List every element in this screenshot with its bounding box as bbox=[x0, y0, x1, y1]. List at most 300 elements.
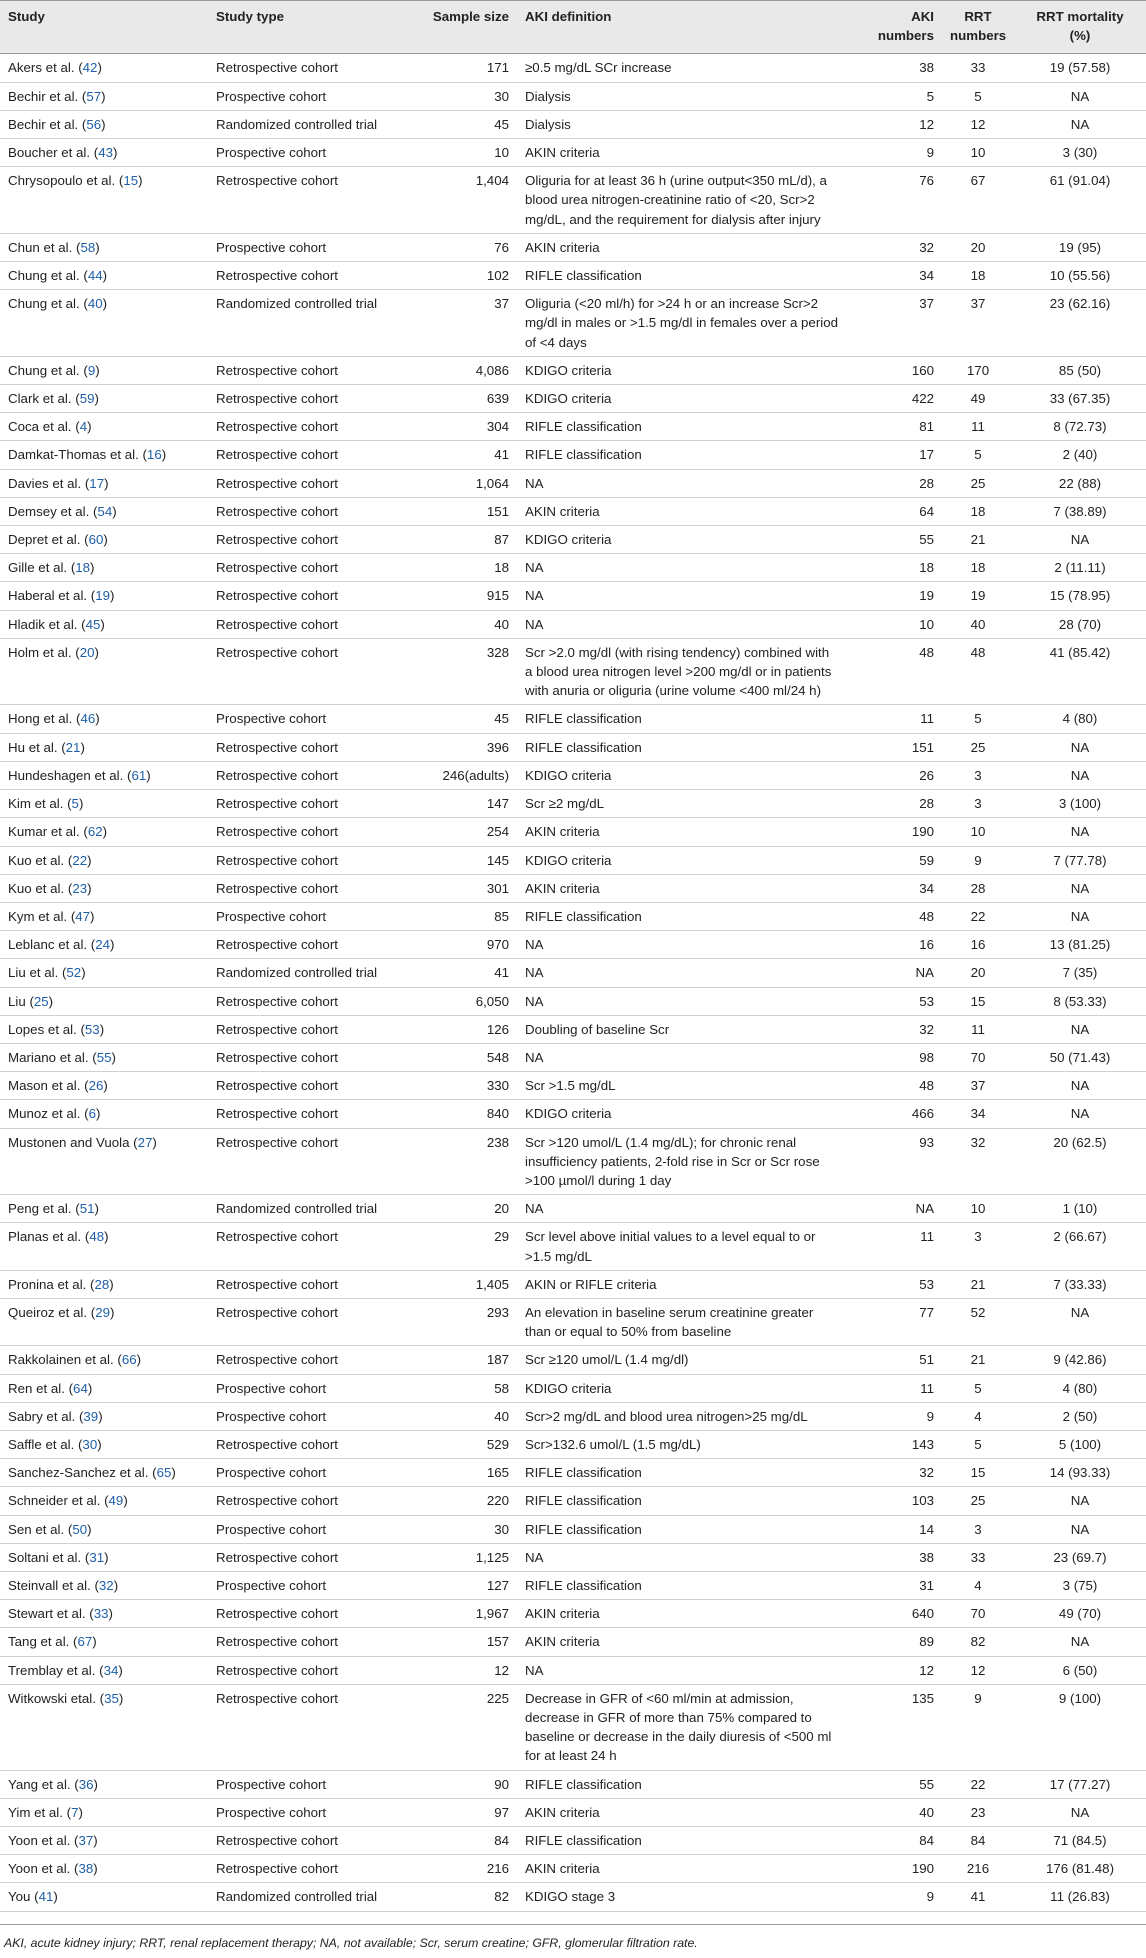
ref-close-paren: ) bbox=[102, 824, 108, 840]
study-name: Yang et al. bbox=[8, 1776, 71, 1792]
aki-numbers-cell: 76 bbox=[919, 173, 934, 189]
aki-definition-cell: RIFLE classification bbox=[525, 1776, 642, 1792]
ref-open-paren: ( bbox=[30, 1889, 39, 1905]
aki-definition-cell: RIFLE classification bbox=[525, 1521, 642, 1537]
ref-open-paren: ( bbox=[86, 1276, 95, 1292]
ref-close-paren: ) bbox=[87, 852, 92, 868]
study-type-cell: Retrospective cohort bbox=[216, 1049, 338, 1065]
reference-link[interactable]: 37 bbox=[78, 1833, 94, 1849]
ref-close-paren: ) bbox=[123, 1493, 128, 1509]
rrt-mortality-cell: 13 (81.25) bbox=[1049, 937, 1111, 953]
sample-size-cell: 396 bbox=[486, 739, 509, 755]
reference-link[interactable]: 9 bbox=[87, 362, 96, 378]
reference-link[interactable]: 41 bbox=[38, 1889, 54, 1905]
aki-numbers-cell: 16 bbox=[919, 937, 934, 953]
ref-close-paren: ) bbox=[87, 880, 92, 896]
rrt-mortality-cell: 49 (70) bbox=[1058, 1606, 1102, 1622]
reference-link[interactable]: 55 bbox=[96, 1049, 112, 1065]
ref-open-paren: ( bbox=[70, 1833, 79, 1849]
aki-numbers-cell: 11 bbox=[920, 711, 934, 727]
rrt-mortality-cell: 9 (100) bbox=[1058, 1690, 1102, 1706]
header-aki-definition: AKI definition bbox=[517, 1, 846, 54]
ref-close-paren: ) bbox=[90, 560, 95, 576]
study-cell bbox=[0, 290, 208, 357]
ref-open-paren: ( bbox=[88, 1049, 97, 1065]
study-cell bbox=[0, 1015, 208, 1043]
aki-definition-cell: NA bbox=[525, 588, 544, 604]
ref-close-paren: ) bbox=[101, 88, 106, 104]
study-name: Liu bbox=[8, 993, 26, 1009]
ref-close-paren: ) bbox=[53, 1889, 58, 1905]
ref-open-paren: ( bbox=[64, 880, 73, 896]
sample-size-cell: 90 bbox=[494, 1776, 509, 1792]
table-row bbox=[0, 931, 1146, 959]
rrt-numbers-cell: 3 bbox=[974, 1229, 982, 1245]
reference-link[interactable]: 64 bbox=[73, 1380, 88, 1396]
ref-close-paren: ) bbox=[102, 268, 108, 284]
rrt-mortality-cell: 33 (67.35) bbox=[1049, 391, 1111, 407]
reference-link[interactable]: 4 bbox=[79, 419, 88, 435]
study-cell bbox=[0, 233, 208, 261]
reference-link[interactable]: 21 bbox=[65, 739, 81, 755]
aki-numbers-cell: 12 bbox=[919, 1662, 934, 1678]
rrt-numbers-cell: 25 bbox=[970, 1493, 986, 1509]
study-cell bbox=[0, 1223, 208, 1270]
study-type-cell: Retrospective cohort bbox=[216, 362, 338, 378]
ref-close-paren: ) bbox=[102, 296, 108, 312]
study-name: Haberal et al. bbox=[8, 588, 88, 604]
reference-link[interactable]: 35 bbox=[104, 1690, 119, 1706]
rrt-mortality-cell: 3 (75) bbox=[1062, 1577, 1098, 1593]
sample-size-cell: 41 bbox=[494, 965, 509, 981]
table-row bbox=[0, 441, 1146, 469]
reference-link[interactable]: 40 bbox=[87, 296, 103, 312]
table-row bbox=[0, 497, 1146, 525]
reference-link[interactable]: 6 bbox=[88, 1106, 96, 1122]
ref-open-paren: ( bbox=[113, 1352, 122, 1368]
rrt-numbers-cell: 9 bbox=[974, 1690, 982, 1706]
rrt-mortality-cell: NA bbox=[1070, 532, 1090, 548]
rrt-mortality-cell: 4 (80) bbox=[1062, 1380, 1098, 1396]
rrt-mortality-cell: NA bbox=[1070, 1493, 1090, 1509]
rrt-mortality-cell: 7 (35) bbox=[1062, 965, 1098, 981]
rrt-numbers-cell: 22 bbox=[970, 1776, 986, 1792]
ref-open-paren: ( bbox=[87, 937, 96, 953]
reference-link[interactable]: 51 bbox=[79, 1201, 95, 1217]
aki-definition-cell: KDIGO criteria bbox=[525, 362, 612, 378]
reference-link[interactable]: 33 bbox=[93, 1606, 109, 1622]
reference-link[interactable]: 59 bbox=[79, 391, 95, 407]
study-cell bbox=[0, 262, 208, 290]
reference-link[interactable]: 65 bbox=[156, 1465, 172, 1481]
reference-link[interactable]: 47 bbox=[75, 908, 91, 924]
ref-close-paren: ) bbox=[100, 616, 105, 632]
table-body bbox=[0, 54, 1146, 1911]
table-row bbox=[0, 761, 1146, 789]
table-row bbox=[0, 1043, 1146, 1071]
rrt-mortality-cell: 10 (55.56) bbox=[1049, 268, 1111, 284]
aki-numbers-cell: 77 bbox=[919, 1304, 934, 1320]
rrt-mortality-cell: NA bbox=[1070, 88, 1090, 104]
sample-size-cell: 37 bbox=[494, 296, 509, 312]
study-name: Mustonen and Vuola bbox=[8, 1134, 130, 1150]
sample-size-cell: 165 bbox=[486, 1465, 509, 1481]
reference-link[interactable]: 56 bbox=[86, 116, 102, 132]
reference-link[interactable]: 44 bbox=[87, 268, 103, 284]
reference-link[interactable]: 53 bbox=[84, 1021, 100, 1037]
study-name: Hu et al. bbox=[8, 739, 58, 755]
ref-close-paren: ) bbox=[103, 1078, 108, 1094]
reference-link[interactable]: 48 bbox=[89, 1229, 105, 1245]
study-cell bbox=[0, 1628, 208, 1656]
ref-open-paren: ( bbox=[72, 239, 81, 255]
aki-definition-cell: RIFLE classification bbox=[525, 419, 642, 435]
ref-open-paren: ( bbox=[79, 268, 88, 284]
aki-definition-cell: Scr ≥120 umol/L (1.4 mg/dl) bbox=[525, 1352, 689, 1368]
ref-open-paren: ( bbox=[74, 1436, 83, 1452]
rrt-mortality-cell: NA bbox=[1070, 767, 1090, 783]
aki-numbers-cell: 48 bbox=[919, 1078, 934, 1094]
ref-open-paren: ( bbox=[89, 503, 98, 519]
aki-numbers-cell: 34 bbox=[919, 268, 934, 284]
rrt-mortality-cell: 9 (42.86) bbox=[1053, 1352, 1107, 1368]
rrt-numbers-cell: 5 bbox=[974, 1380, 982, 1396]
study-name: Clark et al. bbox=[8, 391, 72, 407]
ref-close-paren: ) bbox=[81, 965, 86, 981]
aki-definition-cell: AKIN criteria bbox=[525, 503, 600, 519]
rrt-mortality-cell: NA bbox=[1070, 116, 1090, 132]
aki-definition-cell: Scr >120 umol/L (1.4 mg/dL); for chronic renal insufficiency patients, 2-fold rise in Scr or Scr rose >100 µmol/l during 1 day bbox=[525, 1134, 820, 1188]
reference-link[interactable]: 31 bbox=[89, 1549, 105, 1565]
study-type-cell: Retrospective cohort bbox=[216, 796, 338, 812]
aki-definition-cell: AKIN criteria bbox=[525, 1634, 600, 1650]
aki-numbers-cell: 93 bbox=[919, 1134, 934, 1150]
ref-close-paren: ) bbox=[104, 475, 109, 491]
rrt-numbers-cell: 20 bbox=[970, 965, 986, 981]
reference-link[interactable]: 43 bbox=[98, 145, 113, 161]
ref-close-paren: ) bbox=[138, 173, 143, 189]
aki-numbers-cell: 190 bbox=[911, 824, 934, 840]
table-row bbox=[0, 818, 1146, 846]
study-name: Tang et al. bbox=[8, 1634, 70, 1650]
sample-size-cell: 102 bbox=[486, 268, 509, 284]
study-name: Bechir et al. bbox=[8, 88, 79, 104]
reference-link[interactable]: 49 bbox=[108, 1493, 124, 1509]
aki-definition-cell: RIFLE classification bbox=[525, 447, 642, 463]
ref-close-paren: ) bbox=[118, 1690, 124, 1706]
study-type-cell: Retrospective cohort bbox=[216, 419, 338, 435]
rrt-mortality-cell: NA bbox=[1070, 908, 1090, 924]
aki-definition-cell: ≥0.5 mg/dL SCr increase bbox=[525, 60, 672, 76]
ref-open-paren: ( bbox=[25, 993, 34, 1009]
rrt-numbers-cell: 49 bbox=[970, 391, 986, 407]
aki-numbers-cell: 48 bbox=[919, 908, 934, 924]
aki-definition-cell: AKIN criteria bbox=[525, 824, 600, 840]
aki-numbers-cell: 9 bbox=[926, 145, 934, 161]
rrt-numbers-cell: 10 bbox=[970, 1201, 986, 1217]
ref-close-paren: ) bbox=[94, 644, 99, 660]
rrt-numbers-cell: 3 bbox=[974, 1521, 982, 1537]
study-type-cell: Retrospective cohort bbox=[216, 60, 338, 76]
header-aki-numbers bbox=[846, 1, 942, 54]
sample-size-cell: 6,050 bbox=[475, 993, 509, 1009]
aki-definition-cell: NA bbox=[525, 937, 544, 953]
aki-definition-cell: An elevation in baseline serum creatinine greater than or equal to 50% from baseline bbox=[525, 1304, 814, 1340]
study-type-cell: Retrospective cohort bbox=[216, 767, 338, 783]
table-row bbox=[0, 1100, 1146, 1128]
study-cell bbox=[0, 554, 208, 582]
sample-size-cell: 301 bbox=[486, 880, 509, 896]
aki-definition-cell: Scr level above initial values to a level equal to or >1.5 mg/dL bbox=[525, 1229, 816, 1264]
rrt-mortality-cell: 3 (100) bbox=[1058, 796, 1102, 812]
study-type-cell: Prospective cohort bbox=[216, 1465, 327, 1481]
ref-close-paren: ) bbox=[95, 1106, 101, 1122]
reference-link[interactable]: 36 bbox=[78, 1776, 94, 1792]
study-cell bbox=[0, 1684, 208, 1770]
reference-link[interactable]: 66 bbox=[121, 1352, 137, 1368]
table-row bbox=[0, 110, 1146, 138]
study-name: Saffle et al. bbox=[8, 1436, 75, 1452]
rrt-mortality-cell: NA bbox=[1070, 739, 1090, 755]
reference-link[interactable]: 17 bbox=[89, 475, 105, 491]
ref-open-paren: ( bbox=[57, 739, 66, 755]
rrt-mortality-cell: 3 (30) bbox=[1062, 145, 1098, 161]
ref-open-paren: ( bbox=[79, 296, 88, 312]
study-cell bbox=[0, 931, 208, 959]
ref-open-paren: ( bbox=[62, 1804, 72, 1820]
rrt-mortality-cell: 7 (77.78) bbox=[1053, 852, 1107, 868]
ref-close-paren: ) bbox=[87, 419, 92, 435]
study-cell bbox=[0, 1656, 208, 1684]
study-type-cell: Retrospective cohort bbox=[216, 268, 338, 284]
reference-link[interactable]: 24 bbox=[95, 937, 111, 953]
reference-link[interactable]: 30 bbox=[82, 1436, 98, 1452]
ref-close-paren: ) bbox=[97, 1436, 102, 1452]
reference-link[interactable]: 62 bbox=[87, 824, 103, 840]
reference-link[interactable]: 54 bbox=[97, 503, 113, 519]
sample-size-cell: 330 bbox=[486, 1078, 509, 1094]
reference-link[interactable]: 42 bbox=[82, 60, 98, 76]
rrt-mortality-cell: 23 (69.7) bbox=[1053, 1549, 1107, 1565]
reference-link[interactable]: 15 bbox=[123, 173, 139, 189]
study-type-cell: Retrospective cohort bbox=[216, 1304, 338, 1320]
reference-link[interactable]: 20 bbox=[79, 644, 95, 660]
reference-link[interactable]: 52 bbox=[66, 965, 82, 981]
rrt-mortality-cell: 23 (62.16) bbox=[1049, 296, 1111, 312]
ref-close-paren: ) bbox=[78, 796, 84, 812]
rrt-mortality-cell: 7 (33.33) bbox=[1053, 1276, 1107, 1292]
reference-link[interactable]: 45 bbox=[85, 616, 101, 632]
study-type-cell: Retrospective cohort bbox=[216, 824, 338, 840]
aki-numbers-cell: 38 bbox=[919, 1549, 934, 1565]
aki-definition-cell: Oliguria (<20 ml/h) for >24 h or an increase Scr>2 mg/dl in males or >1.5 mg/dl in females over a period of <4 days bbox=[525, 296, 838, 350]
reference-link[interactable]: 39 bbox=[83, 1408, 99, 1424]
aki-numbers-cell: 84 bbox=[919, 1833, 934, 1849]
ref-open-paren: ( bbox=[90, 1577, 99, 1593]
rrt-numbers-cell: 5 bbox=[974, 1436, 982, 1452]
aki-numbers-cell: 34 bbox=[919, 880, 934, 896]
reference-link[interactable]: 58 bbox=[80, 239, 96, 255]
sample-size-cell: 1,404 bbox=[475, 173, 509, 189]
ref-open-paren: ( bbox=[72, 711, 81, 727]
ref-close-paren: ) bbox=[171, 1465, 176, 1481]
aki-numbers-cell: 143 bbox=[911, 1436, 934, 1452]
rrt-numbers-cell: 37 bbox=[970, 1078, 986, 1094]
study-cell bbox=[0, 1270, 208, 1298]
reference-link[interactable]: 23 bbox=[72, 880, 88, 896]
study-name: Holm et al. bbox=[8, 644, 72, 660]
rrt-numbers-cell: 37 bbox=[970, 296, 986, 312]
sample-size-cell: 85 bbox=[494, 908, 509, 924]
ref-close-paren: ) bbox=[146, 767, 151, 783]
reference-link[interactable]: 27 bbox=[137, 1134, 153, 1150]
aki-numbers-cell: 466 bbox=[911, 1106, 934, 1122]
study-cell bbox=[0, 413, 208, 441]
rrt-numbers-cell: 23 bbox=[970, 1804, 986, 1820]
aki-numbers-cell: 9 bbox=[926, 1408, 934, 1424]
header-rrt-mortality bbox=[1014, 1, 1146, 54]
reference-link[interactable]: 29 bbox=[95, 1304, 111, 1320]
ref-open-paren: ( bbox=[70, 1776, 79, 1792]
study-name: Steinvall et al. bbox=[8, 1577, 91, 1593]
reference-link[interactable]: 19 bbox=[95, 588, 111, 604]
table-row bbox=[0, 233, 1146, 261]
study-type-cell: Prospective cohort bbox=[216, 1804, 327, 1820]
sample-size-cell: 1,064 bbox=[475, 475, 509, 491]
aki-definition-cell: AKIN criteria bbox=[525, 239, 600, 255]
sample-size-cell: 225 bbox=[486, 1690, 509, 1706]
study-cell bbox=[0, 610, 208, 638]
study-cell bbox=[0, 54, 208, 82]
reference-link[interactable]: 16 bbox=[146, 447, 162, 463]
table-row bbox=[0, 874, 1146, 902]
study-cell bbox=[0, 167, 208, 234]
reference-link[interactable]: 22 bbox=[72, 852, 88, 868]
study-cell bbox=[0, 1430, 208, 1458]
ref-open-paren: ( bbox=[77, 616, 86, 632]
rrt-mortality-cell: 85 (50) bbox=[1058, 362, 1102, 378]
sample-size-cell: 548 bbox=[486, 1049, 509, 1065]
study-type-cell: Retrospective cohort bbox=[216, 1134, 338, 1150]
sample-size-cell: 29 bbox=[494, 1229, 509, 1245]
study-type-cell: Retrospective cohort bbox=[216, 1436, 338, 1452]
study-name: Depret et al. bbox=[8, 532, 81, 548]
sample-size-cell: 40 bbox=[494, 616, 509, 632]
ref-open-paren: ( bbox=[79, 362, 88, 378]
aki-numbers-cell: 26 bbox=[919, 767, 934, 783]
ref-open-paren: ( bbox=[69, 1634, 78, 1650]
study-type-cell: Prospective cohort bbox=[216, 239, 327, 255]
rrt-mortality-cell: NA bbox=[1070, 1106, 1090, 1122]
aki-numbers-cell: 18 bbox=[919, 560, 934, 576]
reference-link[interactable]: 46 bbox=[80, 711, 96, 727]
study-name: Tremblay et al. bbox=[8, 1662, 96, 1678]
rrt-mortality-cell: 19 (57.58) bbox=[1049, 60, 1111, 76]
header-aki-numbers-line2: numbers bbox=[877, 28, 934, 44]
reference-link[interactable]: 26 bbox=[88, 1078, 104, 1094]
study-name: Chrysopoulo et al. bbox=[8, 173, 116, 189]
reference-link[interactable]: 61 bbox=[131, 767, 147, 783]
reference-link[interactable]: 5 bbox=[71, 796, 79, 812]
ref-open-paren: ( bbox=[95, 1690, 105, 1706]
study-cell bbox=[0, 1543, 208, 1571]
ref-open-paren: ( bbox=[81, 1229, 90, 1245]
ref-close-paren: ) bbox=[93, 1861, 98, 1877]
aki-numbers-cell: 31 bbox=[919, 1577, 934, 1593]
sample-size-cell: 220 bbox=[486, 1493, 509, 1509]
sample-size-cell: 840 bbox=[486, 1106, 509, 1122]
sample-size-cell: 328 bbox=[486, 644, 509, 660]
aki-numbers-cell: NA bbox=[915, 1201, 934, 1217]
rrt-numbers-cell: 82 bbox=[970, 1634, 986, 1650]
study-cell bbox=[0, 139, 208, 167]
study-cell bbox=[0, 705, 208, 733]
sample-size-cell: 1,967 bbox=[475, 1606, 509, 1622]
ref-close-paren: ) bbox=[95, 362, 100, 378]
study-name: Mariano et al. bbox=[8, 1049, 89, 1065]
table-row bbox=[0, 1770, 1146, 1798]
aki-numbers-cell: 48 bbox=[919, 644, 934, 660]
table-row bbox=[0, 1798, 1146, 1826]
study-type-cell: Prospective cohort bbox=[216, 1408, 327, 1424]
ref-open-paren: ( bbox=[63, 796, 72, 812]
reference-link[interactable]: 18 bbox=[75, 560, 91, 576]
sample-size-cell: 126 bbox=[486, 1021, 509, 1037]
reference-link[interactable]: 38 bbox=[78, 1861, 94, 1877]
aki-definition-cell: RIFLE classification bbox=[525, 739, 642, 755]
sample-size-cell: 30 bbox=[494, 1521, 509, 1537]
reference-link[interactable]: 25 bbox=[33, 993, 49, 1009]
rrt-mortality-cell: 19 (95) bbox=[1058, 239, 1102, 255]
ref-close-paren: ) bbox=[104, 1229, 109, 1245]
reference-link[interactable]: 34 bbox=[103, 1662, 119, 1678]
reference-link[interactable]: 67 bbox=[77, 1634, 93, 1650]
sample-size-cell: 127 bbox=[486, 1577, 509, 1593]
reference-link[interactable]: 32 bbox=[98, 1577, 114, 1593]
aki-definition-cell: RIFLE classification bbox=[525, 1577, 642, 1593]
reference-link[interactable]: 28 bbox=[94, 1276, 110, 1292]
study-name: Mason et al. bbox=[8, 1078, 81, 1094]
reference-link[interactable]: 50 bbox=[72, 1521, 88, 1537]
aki-numbers-cell: 135 bbox=[911, 1690, 934, 1706]
header-rrt-numbers bbox=[942, 1, 1014, 54]
aki-numbers-cell: 37 bbox=[919, 296, 934, 312]
study-type-cell: Retrospective cohort bbox=[216, 1106, 338, 1122]
ref-open-paren: ( bbox=[115, 173, 124, 189]
sample-size-cell: 157 bbox=[486, 1634, 509, 1650]
study-name: Gille et al. bbox=[8, 560, 68, 576]
ref-open-paren: ( bbox=[64, 1521, 73, 1537]
ref-open-paren: ( bbox=[81, 475, 90, 491]
rrt-numbers-cell: 25 bbox=[970, 475, 986, 491]
study-name: Sen et al. bbox=[8, 1521, 65, 1537]
study-name: Planas et al. bbox=[8, 1229, 82, 1245]
table-row bbox=[0, 469, 1146, 497]
aki-numbers-cell: 11 bbox=[920, 1229, 934, 1245]
reference-link[interactable]: 7 bbox=[71, 1804, 79, 1820]
reference-link[interactable]: 57 bbox=[86, 88, 102, 104]
ref-close-paren: ) bbox=[112, 503, 117, 519]
ref-close-paren: ) bbox=[104, 1549, 109, 1565]
ref-open-paren: ( bbox=[64, 1380, 74, 1396]
study-name: Leblanc et al. bbox=[8, 937, 88, 953]
study-type-cell: Retrospective cohort bbox=[216, 447, 338, 463]
study-type-cell: Retrospective cohort bbox=[216, 1078, 338, 1094]
rrt-numbers-cell: 12 bbox=[970, 116, 986, 132]
reference-link[interactable]: 60 bbox=[88, 532, 104, 548]
aki-numbers-cell: 32 bbox=[919, 239, 934, 255]
study-cell bbox=[0, 638, 208, 705]
